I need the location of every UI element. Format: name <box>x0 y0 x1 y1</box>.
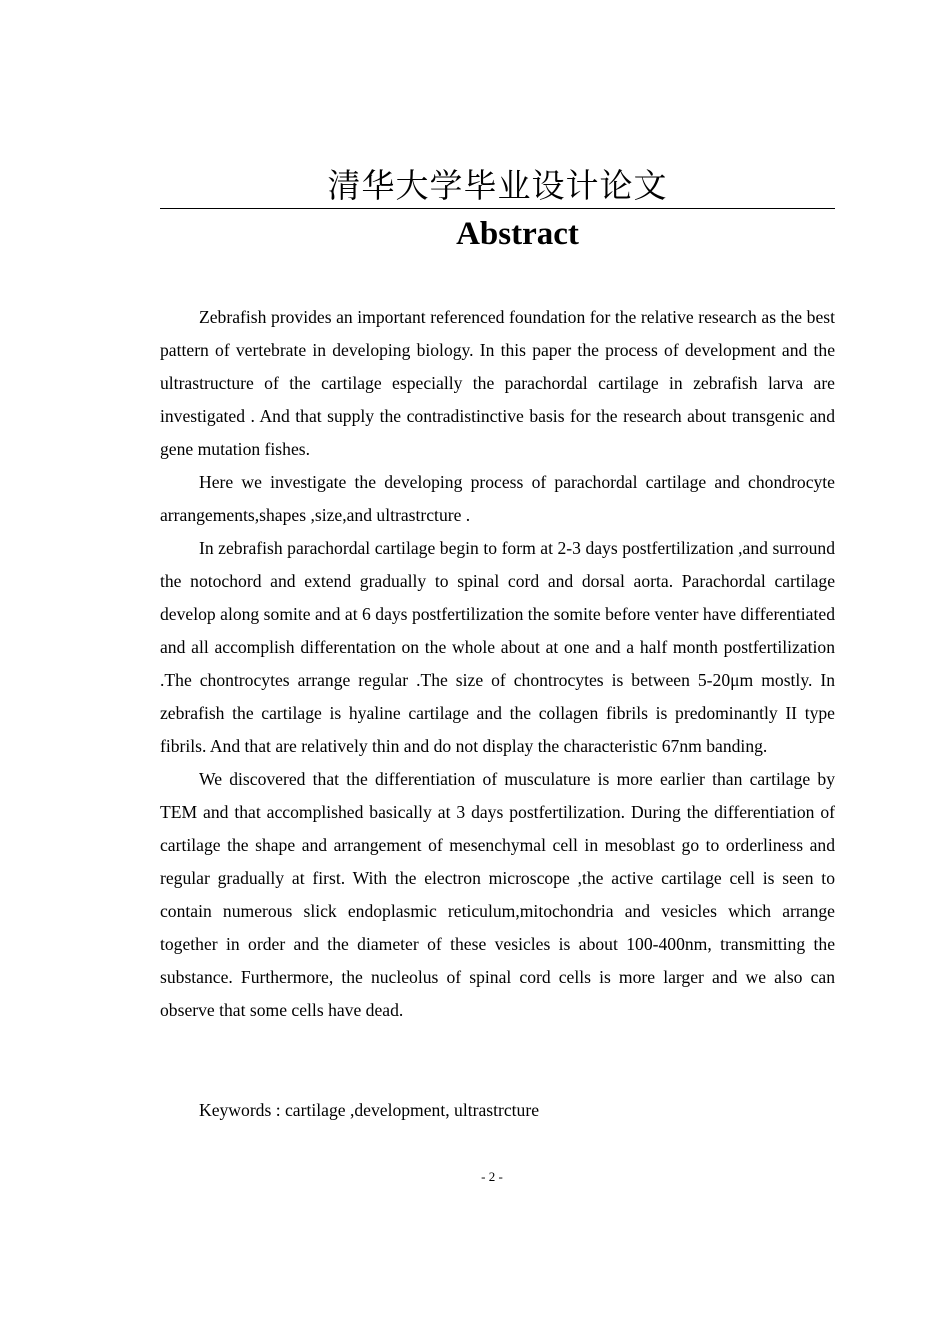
abstract-paragraph: Here we investigate the developing process of parachordal cartilage and chondrocyte arrangements,shapes ,size,and ultrastrcture . <box>160 472 835 525</box>
keywords-line: Keywords : cartilage ,development, ultrastrcture <box>199 1100 540 1120</box>
abstract-paragraph: We discovered that the differentiation of musculature is more earlier than cartilage by TEM and that accomplished basically at 3 days postfertilization. During the differentiation of cartilage the shape and arrangement of mesenchymal cell in mesoblast go to orderliness and regular gradually at first. With the electron microscope ,the active cartilage cell is seen to contain numerous slick endoplasmic reticulum,mitochondria and vesicles which arrange together in order and the diameter of these vesicles is about 100-400nm, transmitting the substance. Furthermore, the nucleolus of spinal cord cells is more larger and we also can observe that some cells have dead. <box>160 769 835 1020</box>
abstract-body <box>160 301 835 1027</box>
page-number: - 2 - <box>481 1169 503 1184</box>
abstract-paragraph: In zebrafish parachordal cartilage begin to form at 2-3 days postfertilization ,and surround the notochord and extend gradually to spinal cord and dorsal aorta. Parachordal cartilage develop along somite and at 6 days postfertilization the somite before venter have differentiated and all accomplish differentation on the whole about at one and a half month postfertilization .The chontrocytes arrange regular .The size of chontrocytes is between 5-20μm mostly. In zebrafish the cartilage is hyaline cartilage and the collagen fibrils is predominantly II type fibrils. And that are relatively thin and do not display the characteristic 67nm banding. <box>160 538 835 756</box>
section-title: Abstract <box>456 216 579 252</box>
thesis-header-title: 清华大学毕业设计论文 <box>327 166 668 205</box>
abstract-paragraph: Zebrafish provides an important referenced foundation for the relative research as the best pattern of vertebrate in developing biology. In this paper the process of development and the ultrastructure of the cartilage especially the parachordal cartilage in zebrafish larva are investigated . And that supply the contradistinctive basis for the research about transgenic and gene mutation fishes. <box>160 307 835 459</box>
header-divider <box>160 208 835 209</box>
